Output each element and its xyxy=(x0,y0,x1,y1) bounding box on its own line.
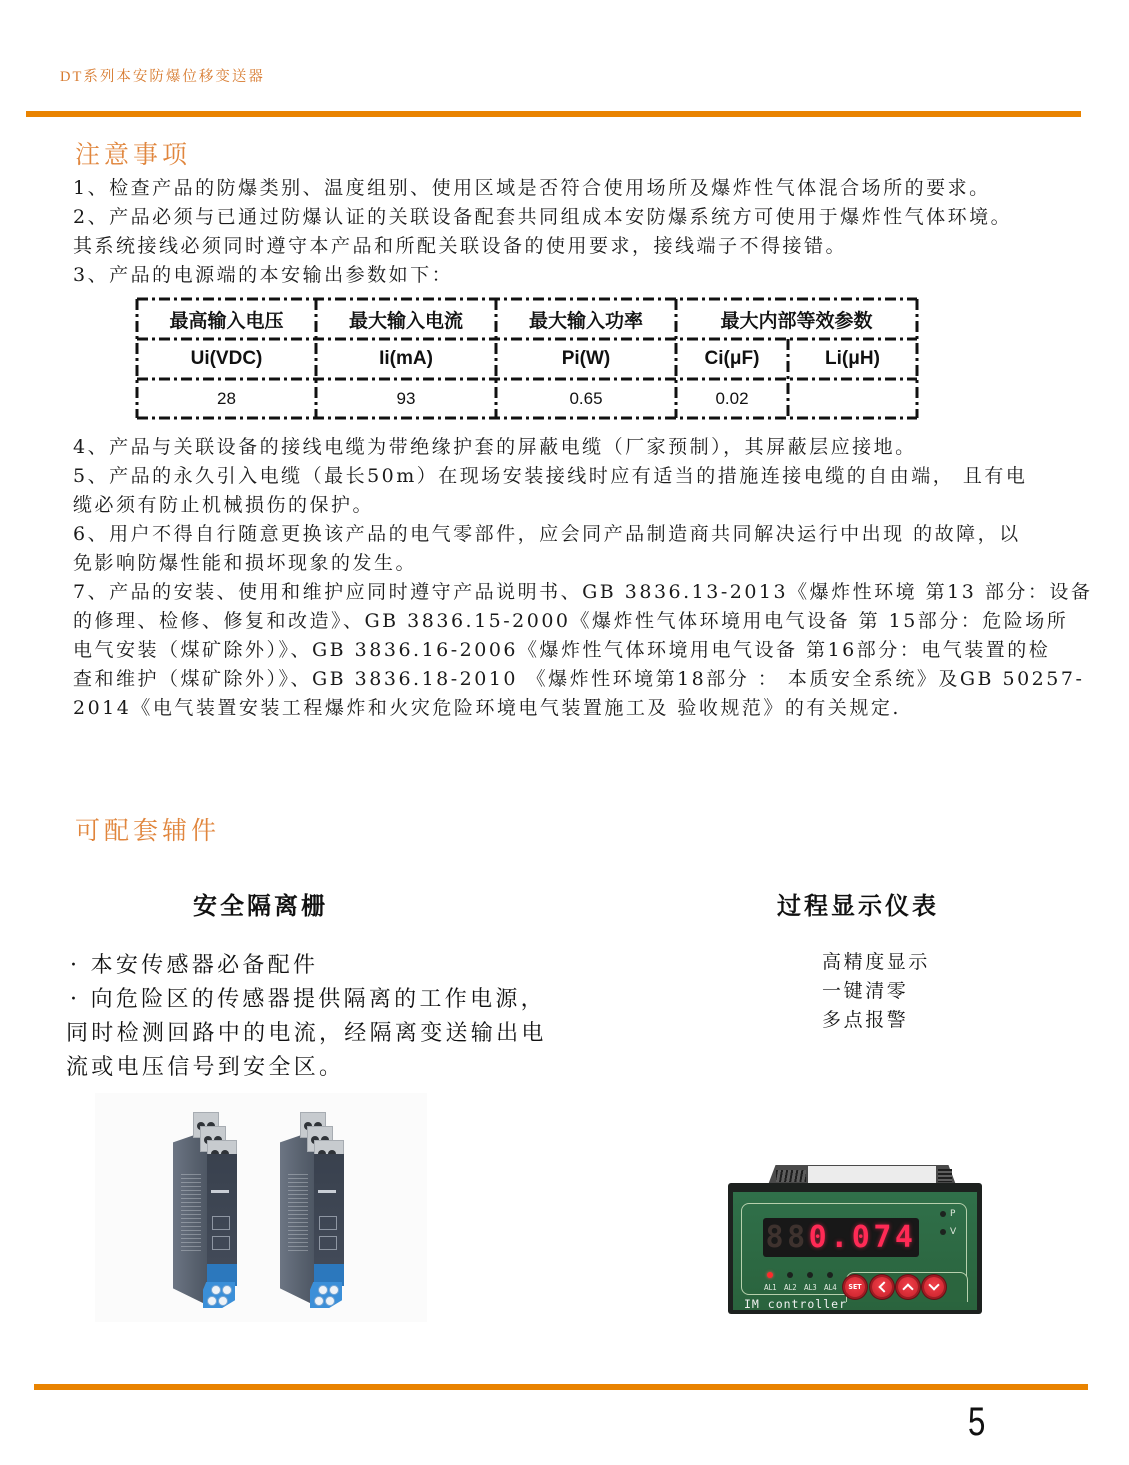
isolator-module-2 xyxy=(280,1112,350,1308)
meter-feature-1: 高精度显示 xyxy=(822,951,931,973)
header-divider xyxy=(26,111,1081,117)
table-header-max-input-voltage: 最高输入电压 xyxy=(169,310,284,332)
table-value-li xyxy=(788,379,917,418)
isolator-description xyxy=(66,949,547,1085)
note-4: 4、产品与关联设备的接线电缆为带绝缘护套的屏蔽电缆（厂家预制），其屏蔽层应接地。 xyxy=(73,436,917,458)
module-switch-2 xyxy=(319,1236,337,1250)
alarm-led-4-icon xyxy=(827,1272,833,1278)
alarm-label-4: AL4 xyxy=(824,1283,837,1292)
isolator-module-1 xyxy=(173,1112,243,1308)
meter-down-button xyxy=(924,1277,944,1297)
note-7-continued-4: 2014《电气装置安装工程爆炸和火灾危险环境电气装置施工及 验收规范》的有关规定. xyxy=(73,697,901,719)
indicator-v-label: V xyxy=(950,1227,957,1237)
chevron-down-icon xyxy=(928,1279,939,1290)
table-header-max-internal-params: 最大内部等效参数 xyxy=(720,310,873,332)
alarm-label-2: AL2 xyxy=(784,1283,797,1292)
note-7-continued-3: 查和维护（煤矿除外）》、GB 3836.18-2010 《爆炸性环境第18部分 ： 本质安全系统》及GB 50257- xyxy=(73,668,1085,690)
running-header-title: DT系列本安防爆位移变送器 xyxy=(60,69,265,85)
accessories-heading: 可配套辅件 xyxy=(75,816,221,845)
meter-left-button xyxy=(872,1277,892,1297)
set-label: SET xyxy=(848,1283,862,1291)
page-number: 5 xyxy=(968,1400,986,1444)
meter-feature-2: 一键清零 xyxy=(822,980,909,1002)
alarm-label-3: AL3 xyxy=(804,1283,817,1292)
table-value-pi: 0.65 xyxy=(569,388,603,408)
meter-vent-left xyxy=(776,1170,806,1182)
alarm-label-1: AL1 xyxy=(764,1283,777,1292)
table-symbol-ii: Ii(mA) xyxy=(379,348,433,369)
note-6: 6、用户不得自行随意更换该产品的电气零部件，应会同产品制造商共同解决运行中出现 的故障，以 xyxy=(73,523,1021,545)
note-5: 5、产品的永久引入电缆（最长50m）在现场安装接线时应有适当的措施连接电缆的自由端， 且有电 xyxy=(73,465,1028,487)
module-switch-1 xyxy=(212,1216,230,1230)
table-value-ii: 93 xyxy=(396,388,416,408)
meter-up-button xyxy=(898,1277,918,1297)
notes-heading: 注意事项 xyxy=(75,140,192,169)
module-blue-terminals xyxy=(310,1282,342,1308)
isolator-bullet-2-continued-1: 同时检测回路中的电流，经隔离变送输出电 xyxy=(66,1021,547,1046)
indicator-v-icon xyxy=(940,1229,946,1235)
table-value-ci: 0.02 xyxy=(715,388,749,408)
note-2: 2、产品必须与已通过防爆认证的关联设备配套共同组成本安防爆系统方可使用于爆炸性气体环境。 xyxy=(73,206,1013,228)
isolator-bullet-2-continued-2: 流或电压信号到安全区。 xyxy=(66,1055,345,1080)
chevron-left-icon xyxy=(878,1281,889,1292)
meter-features xyxy=(822,948,930,1035)
module-blue-terminals xyxy=(203,1282,235,1308)
meter-brand-label: IM controller xyxy=(744,1297,848,1311)
footer-divider xyxy=(34,1384,1088,1390)
note-3: 3、产品的电源端的本安输出参数如下： xyxy=(73,264,454,286)
alarm-led-2-icon xyxy=(787,1272,793,1278)
alarm-led-3-icon xyxy=(807,1272,813,1278)
module-switch-2 xyxy=(212,1236,230,1250)
table-symbol-ui: Ui(VDC) xyxy=(190,348,263,369)
notes-list-part2 xyxy=(73,433,1092,723)
isolator-product-image xyxy=(95,1093,427,1322)
note-7-continued-1: 的修理、检修、修复和改造》、GB 3836.15-2000《爆炸性气体环境用电气设备 第 15部分：危险场所 xyxy=(73,610,1069,632)
note-2-continued: 其系统接线必须同时遵守本产品和所配关联设备的使用要求，接线端子不得接错。 xyxy=(73,235,848,257)
table-value-ui: 28 xyxy=(217,388,236,408)
table-symbol-pi: Pi(W) xyxy=(561,348,611,369)
isolator-bullet-1: · 本安传感器必备配件 xyxy=(70,953,319,978)
notes-list-part1 xyxy=(73,174,1012,290)
note-6-continued: 免影响防爆性能和损坏现象的发生。 xyxy=(73,552,418,574)
indicator-p-icon xyxy=(940,1211,946,1217)
meter-title: 过程显示仪表 xyxy=(777,891,939,920)
table-header-max-input-current: 最大输入电流 xyxy=(348,310,463,332)
display-value: 0.074 xyxy=(808,1220,917,1255)
table-symbol-ci: Ci(μF) xyxy=(704,348,760,369)
module-logo xyxy=(318,1190,336,1193)
module-switch-1 xyxy=(319,1216,337,1230)
meter-vent-right xyxy=(938,1169,952,1182)
meter-top-label xyxy=(808,1166,936,1183)
note-7-continued-2: 电气安装（煤矿除外）》、GB 3836.16-2006《爆炸性气体环境用电气设备 第16部分：电气装置的检 xyxy=(73,639,1051,661)
indicator-p-label: P xyxy=(950,1209,956,1219)
meter-led-display xyxy=(763,1218,919,1257)
note-1: 1、检查产品的防爆类别、温度组别、使用区域是否符合使用场所及爆炸性气体混合场所的要求。 xyxy=(73,177,991,199)
alarm-led-1-icon xyxy=(767,1272,773,1278)
note-7: 7、产品的安装、使用和维护应同时遵守产品说明书、GB 3836.13-2013《爆炸性环境 第13 部分：设备 xyxy=(73,581,1093,603)
table-header-max-input-power: 最大输入功率 xyxy=(528,310,643,332)
isolator-title: 安全隔离栅 xyxy=(193,891,328,920)
meter-feature-3: 多点报警 xyxy=(822,1009,909,1031)
module-side-label xyxy=(288,1174,308,1254)
table-symbol-li: Li(μH) xyxy=(825,348,880,369)
module-side-label xyxy=(181,1174,201,1254)
display-dim-digits: 88 xyxy=(765,1220,809,1255)
module-logo xyxy=(211,1190,229,1193)
chevron-up-icon xyxy=(902,1283,913,1294)
isolator-bullet-2: · 向危险区的传感器提供隔离的工作电源， xyxy=(70,987,546,1012)
note-5-continued: 缆必须有防止机械损伤的保护。 xyxy=(73,494,375,516)
meter-set-button xyxy=(845,1277,865,1297)
